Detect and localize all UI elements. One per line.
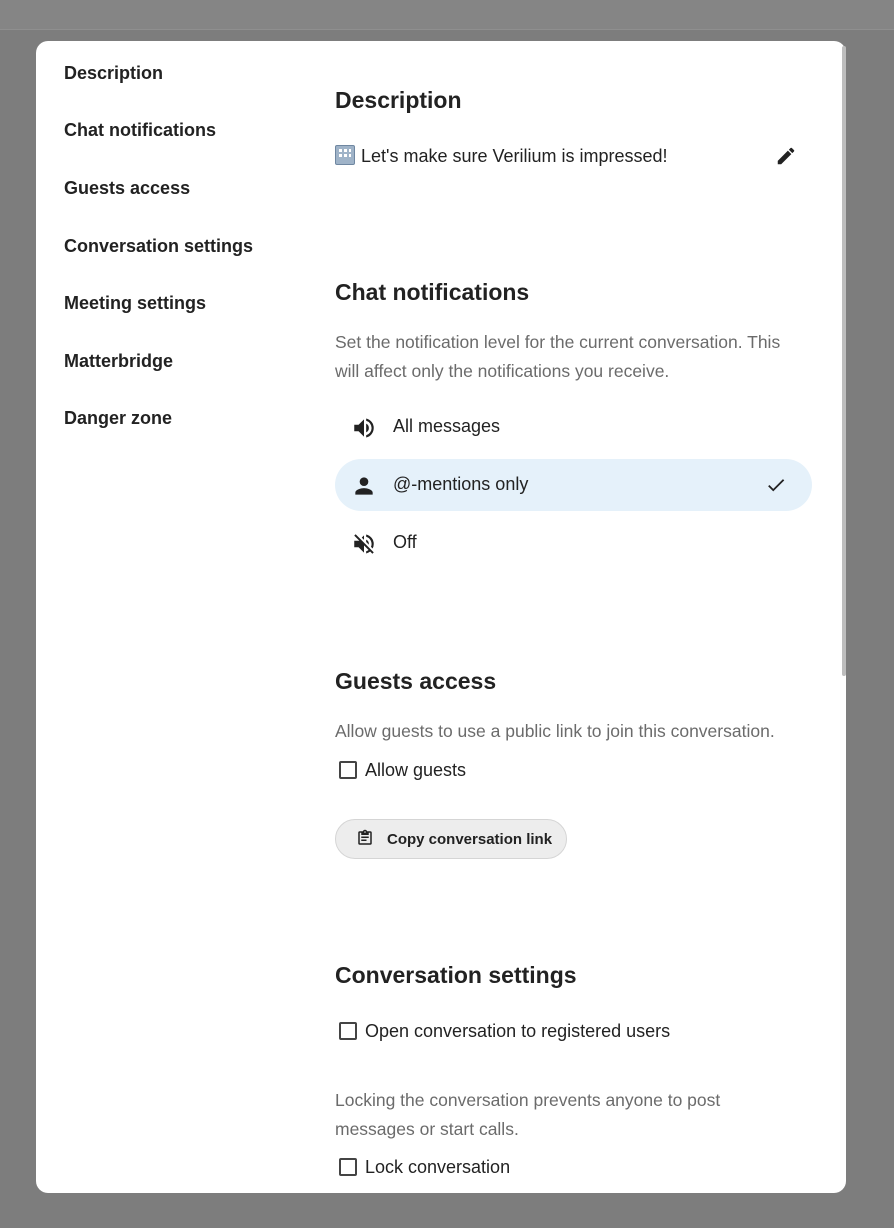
- open-conversation-checkbox[interactable]: [339, 1022, 357, 1040]
- description-section-title: Description: [335, 87, 462, 113]
- allow-guests-label: Allow guests: [365, 760, 467, 780]
- notification-option-label: All messages: [393, 416, 501, 436]
- description-text: [335, 145, 668, 167]
- pencil-icon[interactable]: [775, 145, 797, 167]
- allow-guests-checkbox[interactable]: [339, 761, 357, 779]
- notification-option-off[interactable]: [335, 517, 812, 569]
- account-icon: [351, 473, 377, 499]
- chat-notifications-section-title: Chat notifications: [335, 279, 530, 305]
- nav-item-chat-notifications[interactable]: Chat notifications: [64, 120, 216, 140]
- checkmark-icon: [765, 474, 787, 496]
- clipboard-icon: [356, 828, 374, 848]
- office-building-emoji-icon: [335, 145, 355, 165]
- description-value: Let's make sure Verilium is impressed!: [361, 146, 668, 166]
- copy-conversation-link-label: Copy conversation link: [387, 831, 553, 848]
- lock-conversation-label: Lock conversation: [365, 1157, 511, 1177]
- notification-option-label: @-mentions only: [393, 474, 529, 494]
- nav-item-danger-zone[interactable]: Danger zone: [64, 408, 173, 428]
- nav-item-matterbridge[interactable]: Matterbridge: [64, 351, 174, 371]
- volume-high-icon: [351, 415, 377, 441]
- conversation-settings-section-title: Conversation settings: [335, 962, 577, 988]
- notification-option-mentions-only[interactable]: [335, 459, 812, 511]
- volume-off-icon: [351, 531, 377, 557]
- copy-conversation-link-button[interactable]: [335, 819, 567, 859]
- nav-item-description[interactable]: Description: [64, 63, 164, 83]
- nav-item-meeting-settings[interactable]: Meeting settings: [64, 293, 207, 313]
- notification-option-label: Off: [393, 532, 417, 552]
- nav-item-conversation-settings[interactable]: Conversation settings: [64, 236, 254, 256]
- conversation-settings-dialog: [36, 41, 846, 1193]
- nav-item-guests-access[interactable]: Guests access: [64, 178, 191, 198]
- lock-conversation-help: Locking the conversation prevents anyone to post messages or start calls.: [335, 1090, 721, 1139]
- guests-access-section-title: Guests access: [335, 668, 497, 694]
- guests-access-help: Allow guests to use a public link to join this conversation.: [335, 721, 775, 741]
- app-header-backdrop: [0, 0, 894, 30]
- dialog-scrollbar[interactable]: [842, 46, 846, 676]
- notification-option-all-messages[interactable]: [335, 401, 812, 453]
- lock-conversation-checkbox[interactable]: [339, 1158, 357, 1176]
- chat-notifications-help: Set the notification level for the current conversation. This will affect only the notifications you receive.: [335, 332, 781, 381]
- open-conversation-label: Open conversation to registered users: [365, 1021, 671, 1041]
